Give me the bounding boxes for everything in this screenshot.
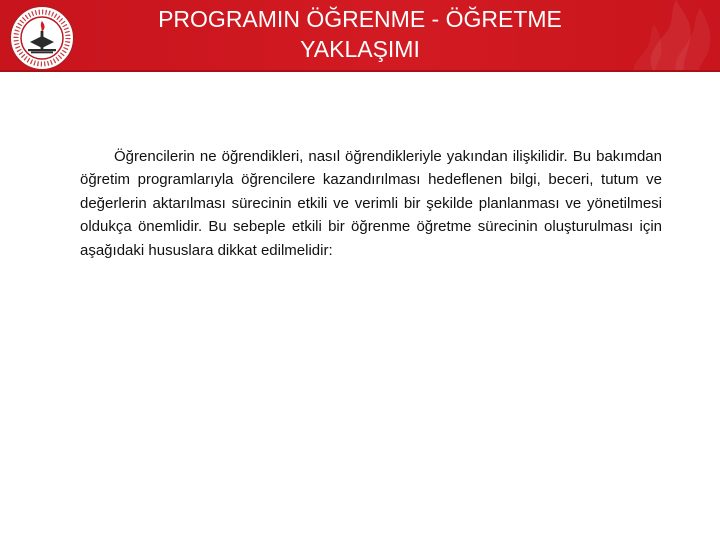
meb-emblem-icon: [8, 4, 76, 72]
header-band: [0, 0, 720, 72]
body-paragraph: Öğrencilerin ne öğrendikleri, nasıl öğrendikleriyle yakından ilişkilidir. Bu bakımdan öğretim programlarıyla öğrencilere kazandırılması hedeflenen bilgi, beceri, tutum ve değerlerin aktarılması sürecinin etkili ve verimli bir şekilde planlanması ve yönetilmesi oldukça önemlidir. Bu sebeple etkili bir öğrenme öğretme sürecinin oluşturulması için aşağıdaki hususlara dikkat edilmelidir:: [80, 148, 662, 259]
page-title-line-1: PROGRAMIN ÖĞRENME - ÖĞRETME: [158, 6, 562, 32]
page-title: [110, 4, 610, 64]
page-title-line-2: YAKLAŞIMI: [300, 36, 420, 62]
flame-watermark-icon: [624, 0, 714, 72]
